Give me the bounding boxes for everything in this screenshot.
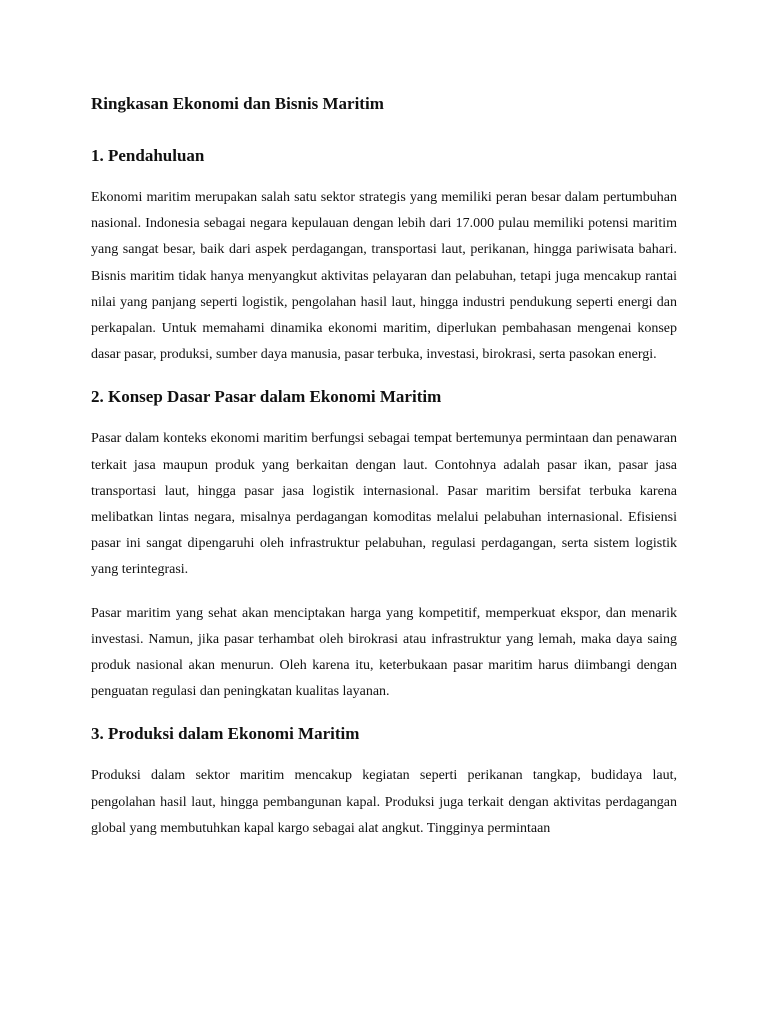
section-konsep-pasar	[91, 385, 677, 705]
paragraph: Ekonomi maritim merupakan salah satu sektor strategis yang memiliki peran besar dalam pertumbuhan nasional. Indonesia sebagai negara kepulauan dengan lebih dari 17.000 pulau memiliki potensi maritim yang sangat besar, baik dari aspek perdagangan, transportasi laut, perikanan, hingga pariwisata bahari. Bisnis maritim tidak hanya menyangkut aktivitas pelayaran dan pelabuhan, tetapi juga mencakup rantai nilai yang panjang seperti logistik, pengolahan hasil laut, hingga industri pendukung seperti energi dan perkapalan. Untuk memahami dinamika ekonomi maritim, diperlukan pembahasan mengenai konsep dasar pasar, produksi, sumber daya manusia, pasar terbuka, investasi, birokrasi, serta pasokan energi.	[91, 190, 677, 363]
section-heading: 3. Produksi dalam Ekonomi Maritim	[91, 724, 360, 744]
section-produksi	[91, 722, 677, 842]
paragraph: Pasar maritim yang sehat akan menciptakan harga yang kompetitif, memperkuat ekspor, dan menarik investasi. Namun, jika pasar terhambat oleh birokrasi atau infrastruktur yang lemah, maka daya saing produk nasional akan menurun. Oleh karena itu, keterbukaan pasar maritim harus diimbangi dengan penguatan regulasi dan peningkatan kualitas layanan.	[91, 605, 677, 700]
section-heading: 2. Konsep Dasar Pasar dalam Ekonomi Maritim	[91, 387, 442, 407]
section-pendahuluan	[91, 144, 677, 368]
document-title: Ringkasan Ekonomi dan Bisnis Maritim	[91, 94, 384, 113]
section-heading: 1. Pendahuluan	[91, 146, 205, 165]
paragraph: Produksi dalam sektor maritim mencakup kegiatan seperti perikanan tangkap, budidaya laut, pengolahan hasil laut, hingga pembangunan kapal. Produksi juga terkait dengan aktivitas perdagangan global yang membutuhkan kapal kargo sebagai alat angkut. Tingginya permintaan	[91, 768, 677, 836]
paragraph: Pasar dalam konteks ekonomi maritim berfungsi sebagai tempat bertemunya permintaan dan penawaran terkait jasa maupun produk yang berkaitan dengan laut. Contohnya adalah pasar ikan, pasar jasa transportasi laut, hingga pasar jasa logistik internasional. Pasar maritim bersifat terbuka karena melibatkan lintas negara, misalnya perdagangan komoditas melalui pelabuhan internasional. Efisiensi pasar ini sangat dipengaruhi oleh infrastruktur pelabuhan, regulasi perdagangan, serta sistem logistik yang terintegrasi.	[91, 431, 677, 578]
document-page	[91, 92, 677, 859]
